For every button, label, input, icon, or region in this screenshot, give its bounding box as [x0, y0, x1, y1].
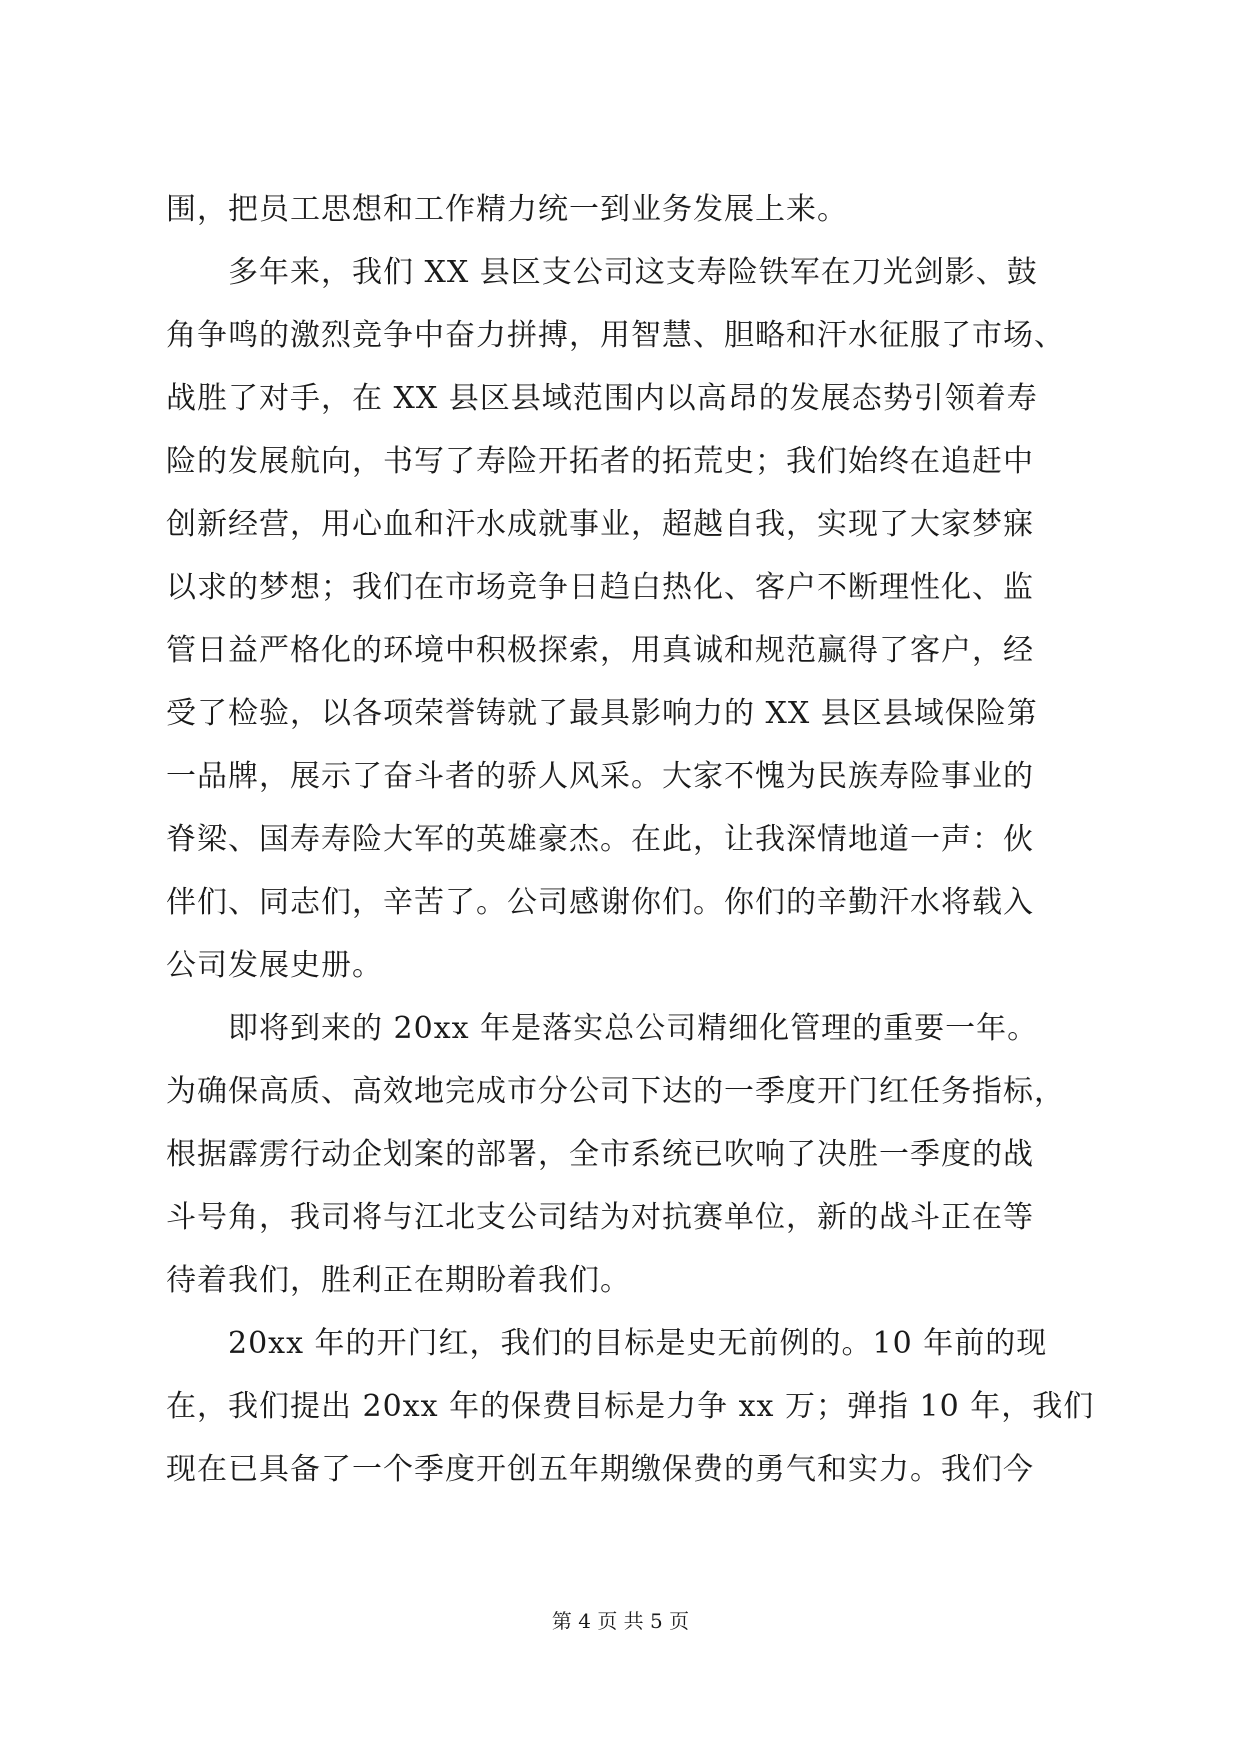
text-line: 在，我们提出 20xx 年的保费目标是力争 xx 万；弹指 10 年，我们 [166, 1389, 1095, 1424]
body-text [166, 178, 1095, 1501]
text-line: 战胜了对手，在 XX 县区县域范围内以高昂的发展态势引领着寿 [166, 381, 1038, 416]
paragraph-start-line: 多年来，我们 XX 县区支公司这支寿险铁军在刀光剑影、鼓 [228, 255, 1038, 290]
paragraph-start-line: 即将到来的 20xx 年是落实总公司精细化管理的重要一年。 [228, 1011, 1039, 1046]
paragraph-start-line: 20xx 年的开门红，我们的目标是史无前例的。10 年前的现 [228, 1326, 1048, 1361]
text-line: 角争鸣的激烈竞争中奋力拼搏，用智慧、胆略和汗水征服了市场、 [166, 318, 1065, 353]
text-line: 待着我们，胜利正在期盼着我们。 [166, 1263, 631, 1298]
text-line: 一品牌，展示了奋斗者的骄人风采。大家不愧为民族寿险事业的 [166, 759, 1034, 794]
text-line: 围，把员工思想和工作精力统一到业务发展上来。 [166, 192, 848, 227]
text-line: 管日益严格化的环境中积极探索，用真诚和规范赢得了客户，经 [166, 633, 1034, 668]
page-number-footer: 第 4 页 共 5 页 [551, 1609, 690, 1633]
text-line: 伴们、同志们，辛苦了。公司感谢你们。你们的辛勤汗水将载入 [166, 885, 1034, 920]
text-line: 受了检验，以各项荣誉铸就了最具影响力的 XX 县区县域保险第 [166, 696, 1038, 731]
text-line: 斗号角，我司将与江北支公司结为对抗赛单位，新的战斗正在等 [166, 1200, 1034, 1235]
text-line: 创新经营，用心血和汗水成就事业，超越自我，实现了大家梦寐 [166, 507, 1034, 542]
text-line: 为确保高质、高效地完成市分公司下达的一季度开门红任务指标， [166, 1074, 1065, 1109]
text-line: 公司发展史册。 [166, 948, 383, 983]
text-line: 以求的梦想；我们在市场竞争日趋白热化、客户不断理性化、监 [166, 570, 1034, 605]
text-line: 现在已具备了一个季度开创五年期缴保费的勇气和实力。我们今 [166, 1452, 1034, 1487]
text-line: 根据霹雳行动企划案的部署，全市系统已吹响了决胜一季度的战 [166, 1137, 1034, 1172]
text-line: 脊梁、国寿寿险大军的英雄豪杰。在此，让我深情地道一声：伙 [166, 822, 1034, 857]
text-line: 险的发展航向，书写了寿险开拓者的拓荒史；我们始终在追赶中 [166, 444, 1034, 479]
